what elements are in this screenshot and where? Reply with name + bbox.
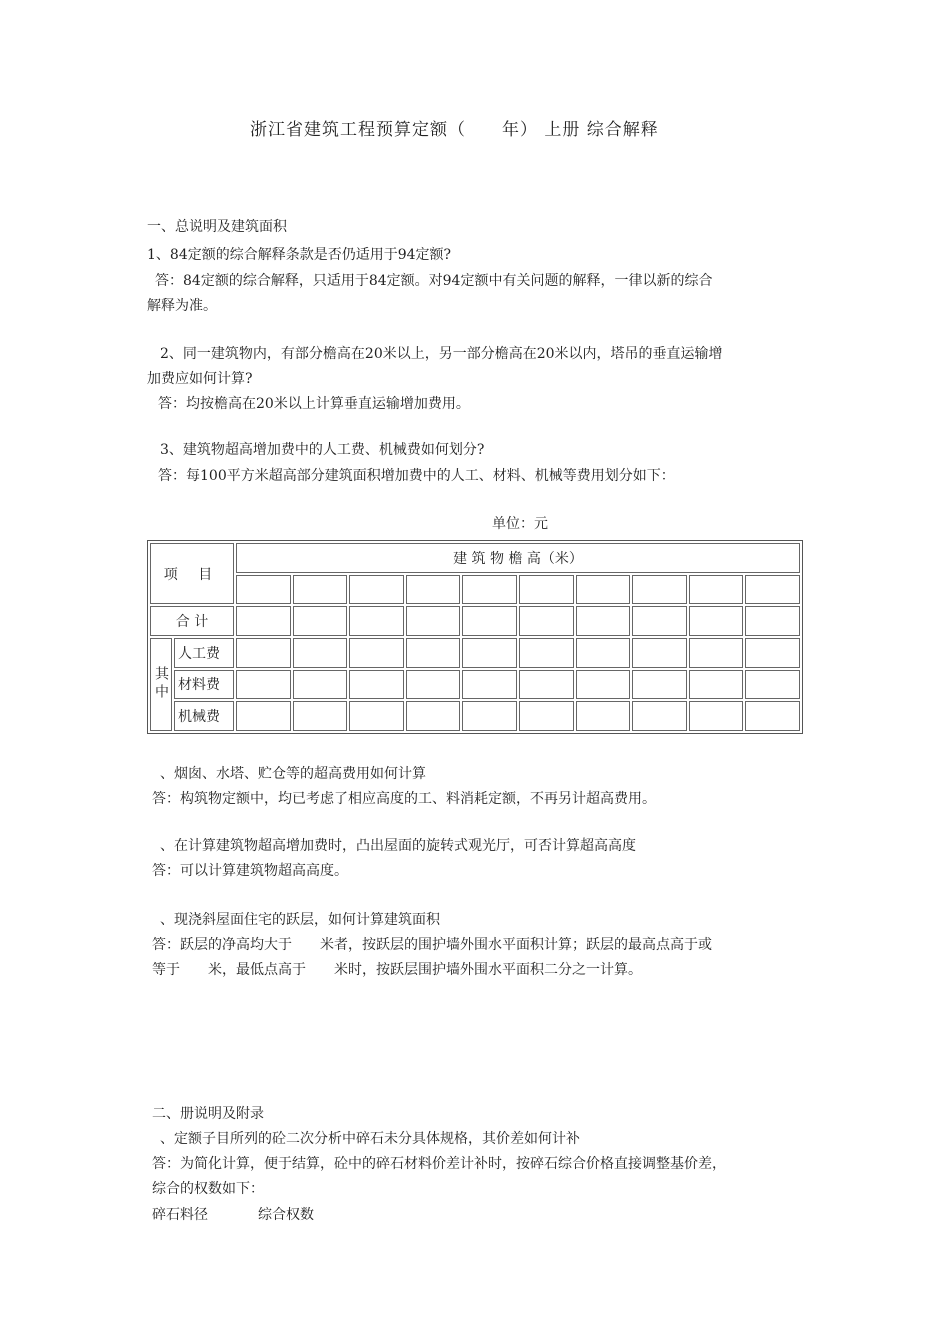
answer-6-line-1: 答：跃层的净高均大于 米者，按跃层的围护墙外围水平面积计算；跃层的最高点高于或: [152, 937, 712, 953]
table-cell: [576, 575, 631, 605]
table-cell: [576, 701, 631, 731]
table-cell: [293, 606, 348, 636]
table-cell: [462, 606, 517, 636]
question-1: 1、84定额的综合解释条款是否仍适用于94定额?: [147, 247, 452, 263]
table-cell: [293, 638, 348, 668]
header-building-height: 建 筑 物 檐 高（米）: [236, 543, 800, 573]
table-row: [150, 575, 800, 605]
table-cell: [293, 670, 348, 700]
answer-2: 答：均按檐高在20米以上计算垂直运输增加费用。: [158, 396, 470, 412]
table-cell: [236, 575, 291, 605]
table-cell: [519, 606, 574, 636]
table-cell: [462, 670, 517, 700]
table-cell: [689, 701, 744, 731]
table-cell: [462, 638, 517, 668]
table-cell: [745, 575, 800, 605]
table-row: [150, 701, 800, 731]
table-cell: [632, 606, 687, 636]
table-cell: [689, 575, 744, 605]
table-cell: [632, 670, 687, 700]
cost-breakdown-table: [147, 540, 803, 734]
table-cell: [406, 575, 461, 605]
table-cell: [349, 670, 404, 700]
table-cell: [236, 701, 291, 731]
table-row: [150, 606, 800, 636]
table-cell: [406, 670, 461, 700]
table-row: [150, 670, 800, 700]
section2-question-1: 、定额子目所列的砼二次分析中碎石未分具体规格，其价差如何计补: [160, 1131, 580, 1147]
table-cell: [406, 638, 461, 668]
row-total-label: 合 计: [150, 606, 234, 636]
section2-answer-1-line-2: 综合的权数如下：: [152, 1181, 264, 1197]
table-cell: [406, 701, 461, 731]
answer-1-line-1: 答：84定额的综合解释，只适用于84定额。对94定额中有关问题的解释，一律以新的综合: [155, 273, 713, 289]
answer-6-line-2: 等于 米，最低点高于 米时，按跃层围护墙外围水平面积二分之一计算。: [152, 962, 642, 978]
table-cell: [349, 575, 404, 605]
table-cell: [293, 701, 348, 731]
table-cell: [576, 670, 631, 700]
table-cell: [745, 638, 800, 668]
table-row: [150, 638, 800, 668]
table-cell: [293, 575, 348, 605]
section-heading-general: 一、总说明及建筑面积: [147, 219, 287, 235]
answer-5: 答：可以计算建筑物超高高度。: [152, 863, 348, 879]
table-cell: [689, 670, 744, 700]
group-label: 其中: [150, 638, 172, 731]
question-3: 3、建筑物超高增加费中的人工费、机械费如何划分?: [160, 442, 485, 458]
question-2-line-2: 加费应如何计算?: [147, 371, 253, 387]
table-cell: [689, 606, 744, 636]
table-cell: [632, 701, 687, 731]
table-cell: [632, 638, 687, 668]
row-label-material: 材料费: [174, 670, 234, 700]
page-title: 浙江省建筑工程预算定额（ 年） 上册 综合解释: [250, 120, 659, 140]
table-cell: [349, 638, 404, 668]
weight-label: 综合权数: [258, 1207, 314, 1223]
row-label-machinery: 机械费: [174, 701, 234, 731]
answer-1-line-2: 解释为准。: [147, 298, 217, 314]
table-cell: [349, 606, 404, 636]
table-cell: [236, 638, 291, 668]
table-cell: [576, 638, 631, 668]
table-cell: [519, 575, 574, 605]
gravel-size-label: 碎石料径: [152, 1207, 208, 1223]
header-item-label: 项 目: [163, 566, 221, 583]
table-cell: [519, 638, 574, 668]
section2-answer-1-line-1: 答：为简化计算，便于结算，砼中的碎石材料价差计补时，按碎石综合价格直接调整基价差，: [152, 1156, 726, 1172]
table-unit-label: 单位：元: [492, 516, 548, 532]
table-cell: [519, 701, 574, 731]
table-cell: [236, 606, 291, 636]
table-cell: [462, 701, 517, 731]
answer-3: 答：每100平方米超高部分建筑面积增加费中的人工、材料、机械等费用划分如下：: [158, 468, 675, 484]
section-heading-appendix: 二、册说明及附录: [152, 1106, 264, 1122]
table-cell: [462, 575, 517, 605]
header-item: [150, 543, 234, 604]
table-cell: [689, 638, 744, 668]
table-cell: [519, 670, 574, 700]
table-cell: [632, 575, 687, 605]
table-cell: [745, 701, 800, 731]
question-4: 、烟囱、水塔、贮仓等的超高费用如何计算: [160, 766, 426, 782]
table-cell: [406, 606, 461, 636]
table-cell: [745, 606, 800, 636]
row-label-labor: 人工费: [174, 638, 234, 668]
table-cell: [349, 701, 404, 731]
question-6: 、现浇斜屋面住宅的跃层，如何计算建筑面积: [160, 912, 440, 928]
table-cell: [236, 670, 291, 700]
table-cell: [576, 606, 631, 636]
question-5: 、在计算建筑物超高增加费时，凸出屋面的旋转式观光厅，可否计算超高高度: [160, 838, 636, 854]
answer-4: 答：构筑物定额中，均已考虑了相应高度的工、料消耗定额，不再另计超高费用。: [152, 791, 656, 807]
question-2-line-1: 2、同一建筑物内，有部分檐高在20米以上，另一部分檐高在20米以内，塔吊的垂直运输增: [160, 346, 723, 362]
table-cell: [745, 670, 800, 700]
